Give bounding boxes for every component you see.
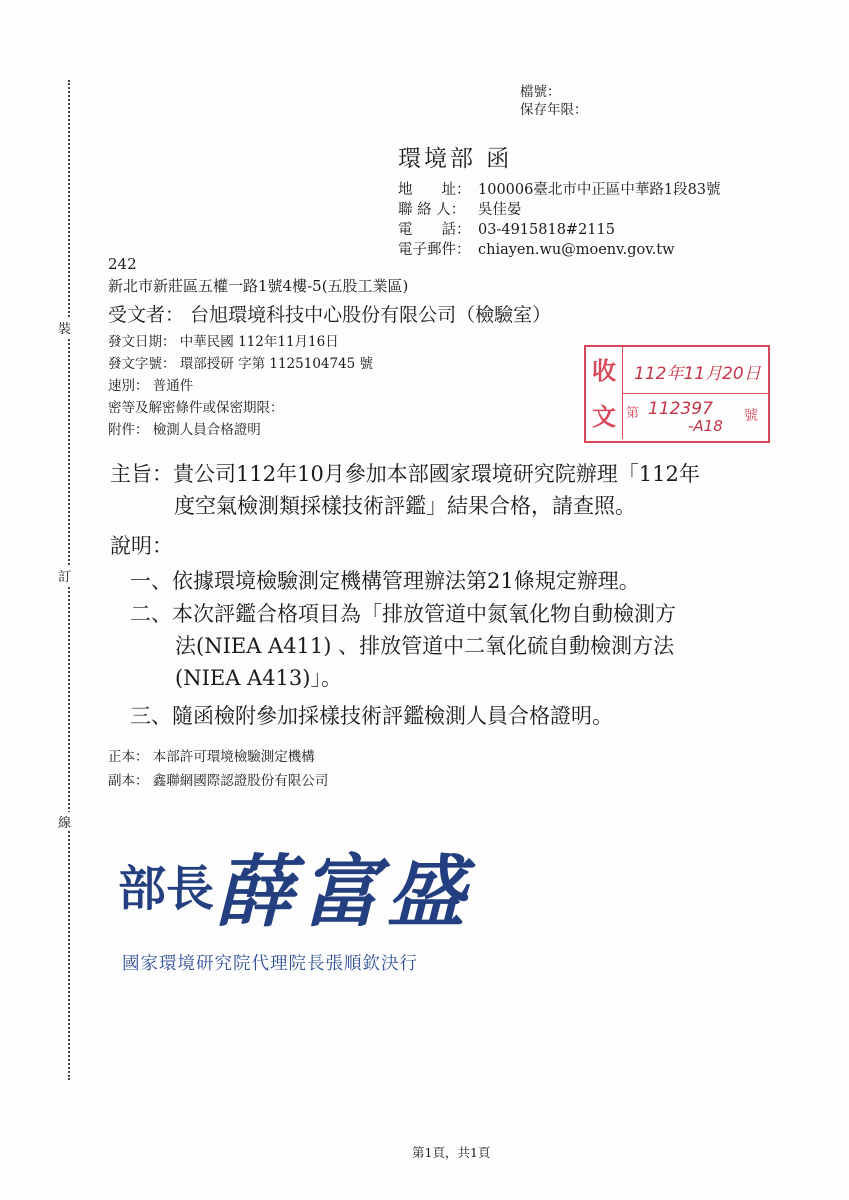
issue-date-label: 發文日期： bbox=[108, 334, 176, 350]
stamp-suffix-char: 號 bbox=[744, 408, 758, 424]
explanation-item-2-line-3: (NIEA A413)」。 bbox=[175, 666, 342, 690]
recipient-address: 新北市新莊區五權一路1號4樓-5(五股工業區) bbox=[108, 277, 409, 295]
recipient-postcode: 242 bbox=[108, 255, 137, 273]
stamp-char-document: 文 bbox=[592, 402, 616, 431]
issue-date: 中華民國 112年11月16日 bbox=[179, 334, 339, 350]
explanation-item-1 bbox=[130, 565, 640, 595]
stamp-char-receive: 收 bbox=[592, 356, 616, 385]
minister-title: 部長 bbox=[118, 861, 215, 917]
stamp-number-suffix: -A18 bbox=[688, 417, 723, 435]
stamp-received-number: 112397 bbox=[648, 399, 713, 419]
agency-email-row bbox=[398, 238, 675, 259]
subject-label: 主旨： bbox=[110, 462, 173, 486]
original-label: 正本： bbox=[108, 749, 149, 765]
agency-contact-row bbox=[398, 198, 522, 219]
copy-recipient: 鑫聯網國際認證股份有限公司 bbox=[152, 773, 329, 789]
original-recipient: 本部許可環境檢驗測定機構 bbox=[152, 749, 315, 765]
archive-retention: 保存年限： bbox=[520, 102, 588, 118]
binding-mark-ding: 訂 bbox=[58, 566, 71, 585]
item-number: 一、 bbox=[130, 569, 172, 593]
attachment: 檢測人員合格證明 bbox=[152, 422, 261, 438]
archive-file-no: 檔號： bbox=[520, 84, 561, 100]
agency-address: 100006臺北市中正區中華路1段83號 bbox=[478, 182, 721, 198]
subject-text-2: 度空氣檢測類採樣技術評鑑」結果合格，請查照。 bbox=[174, 494, 636, 518]
page-number: 第1頁，共1頁 bbox=[412, 1145, 491, 1160]
doc-number-row bbox=[108, 352, 373, 372]
contact-label: 聯 絡 人： bbox=[398, 202, 466, 218]
subject-line-1 bbox=[110, 458, 700, 488]
email-label: 電子郵件： bbox=[398, 242, 471, 258]
stamp-number-prefix: 第 bbox=[626, 406, 640, 421]
recipient-label: 受文者： bbox=[108, 304, 185, 326]
item-number: 三、 bbox=[130, 704, 172, 728]
stamp-divider bbox=[622, 393, 768, 394]
speed: 普通件 bbox=[152, 378, 194, 394]
agency-address-row bbox=[398, 178, 721, 199]
agency-email: chiayen.wu@moenv.gov.tw bbox=[478, 242, 675, 258]
explanation-label: 說明： bbox=[110, 534, 173, 558]
original-recipient-row bbox=[108, 745, 315, 765]
explanation-item-3 bbox=[130, 700, 613, 730]
item-number: 二、 bbox=[130, 602, 172, 626]
agency-contact: 吳佳晏 bbox=[478, 202, 522, 218]
speed-label: 速別： bbox=[108, 378, 149, 394]
recipient-line bbox=[108, 300, 551, 327]
received-stamp bbox=[584, 345, 770, 443]
agency-phone-row bbox=[398, 218, 615, 239]
attachment-row bbox=[108, 418, 261, 438]
doc-number: 環部授研 字第 1125104745 號 bbox=[179, 356, 374, 372]
item-text: 隨函檢附參加採樣技術評鑑檢測人員合格證明。 bbox=[172, 704, 613, 728]
item-text: 本次評鑑合格項目為「排放管道中氮氧化物自動檢測方 bbox=[172, 602, 676, 626]
explanation-item-2 bbox=[130, 598, 676, 628]
copy-recipient-row bbox=[108, 769, 328, 789]
address-label: 地 址： bbox=[398, 182, 471, 198]
speed-row bbox=[108, 374, 193, 394]
binding-mark-xian: 線 bbox=[58, 812, 71, 831]
copy-label: 副本： bbox=[108, 773, 149, 789]
doc-number-label: 發文字號： bbox=[108, 356, 176, 372]
recipient-name: 台旭環境科技中心股份有限公司（檢驗室） bbox=[190, 304, 552, 326]
document-title: 環境部 函 bbox=[398, 146, 513, 172]
attachment-label: 附件： bbox=[108, 422, 149, 438]
secrecy-label: 密等及解密條件或保密期限： bbox=[108, 400, 284, 416]
agency-phone: 03-4915818#2115 bbox=[478, 222, 615, 238]
acting-authority-note: 國家環境研究院代理院長張順欽決行 bbox=[122, 954, 418, 974]
minister-signature: 薛富盛 bbox=[215, 847, 474, 938]
item-text: 依據環境檢驗測定機構管理辦法第21條規定辦理。 bbox=[172, 569, 640, 593]
explanation-item-2-line-2: 法(NIEA A411) 、排放管道中二氧化硫自動檢測方法 bbox=[175, 634, 675, 658]
phone-label: 電 話： bbox=[398, 222, 471, 238]
stamp-received-date: 112年11月20日 bbox=[634, 364, 761, 384]
subject-text-1: 貴公司112年10月參加本部國家環境研究院辦理「112年 bbox=[173, 462, 700, 486]
binding-mark-zhuang: 裝 bbox=[58, 318, 71, 337]
issue-date-row bbox=[108, 330, 339, 350]
